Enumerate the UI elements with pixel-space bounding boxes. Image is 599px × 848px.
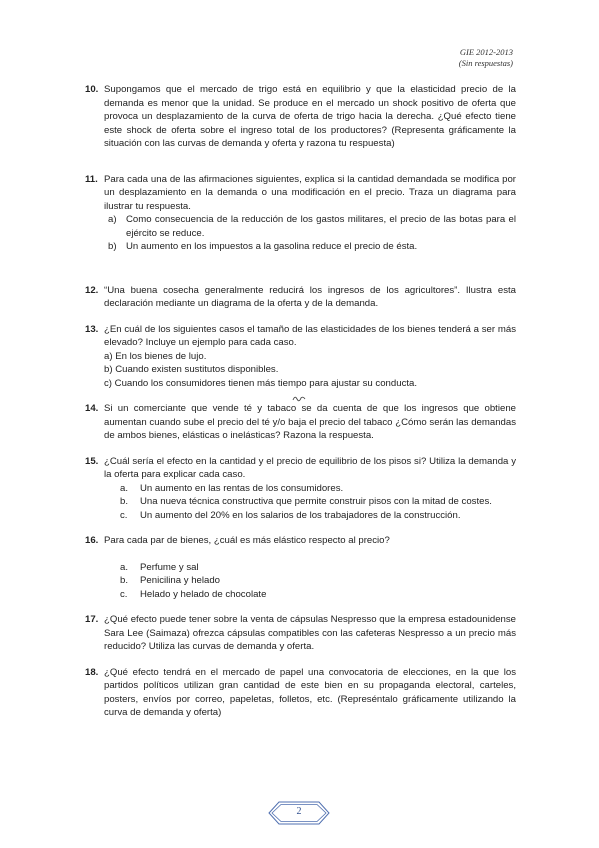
question-number: 10. — [85, 84, 99, 95]
page-number: 2 — [296, 806, 302, 817]
question-number: 15. — [85, 455, 99, 467]
list-item — [104, 561, 516, 575]
question-number: 18. — [85, 666, 99, 678]
list-item-label: a. — [120, 561, 129, 573]
list-item — [104, 213, 516, 240]
page-number-badge — [267, 800, 331, 826]
page-header — [459, 47, 513, 69]
question-number: 16. — [85, 535, 99, 546]
list-item-label: b. — [120, 496, 129, 507]
sub-item-list — [104, 213, 516, 254]
list-item-text: Una nueva técnica constructiva que permite construir pisos con la mitad de costes. — [140, 496, 492, 507]
question-18 — [85, 666, 516, 720]
list-item — [104, 509, 516, 523]
question-number: 17. — [85, 614, 99, 625]
sub-item-list — [104, 482, 516, 523]
sub-item-list — [104, 561, 516, 602]
blank-line — [104, 548, 516, 561]
question-17 — [85, 613, 516, 654]
question-text: ¿Qué efecto puede tener sobre la venta de cápsulas Nespresso que la empresa estadounidense Sara Lee (Saimaza) ofrezca cápsulas compatibles con las cafeteras Nespresso a un precio más reducido? Utiliza las curvas de demanda y oferta. — [104, 614, 516, 652]
question-number: 13. — [85, 323, 99, 335]
question-text: ¿Qué efecto tendrá en el mercado de papel una convocatoria de elecciones, en la que los partidos políticos utilizan gran cantidad de este bien en su propaganda electoral, carteles, posters, envíos por correo, papeletas, folletos, etc. (Represéntalo gráficamente utilizando la curva de demanda y oferta) — [104, 666, 516, 718]
list-item-text: Un aumento en las rentas de los consumidores. — [140, 482, 344, 494]
list-item — [104, 240, 516, 254]
list-item: a) En los bienes de lujo. — [104, 350, 207, 362]
list-item-text: Penicilina y helado — [140, 575, 221, 586]
question-12 — [85, 284, 516, 311]
list-item — [104, 482, 516, 496]
question-13 — [85, 323, 516, 391]
list-item-text: Como consecuencia de la reducción de los gastos militares, el precio de las botas para el ejército se reduce. — [126, 214, 516, 239]
question-text: Para cada una de las afirmaciones siguientes, explica si la cantidad demandada se modifica por un desplazamiento en la demanda o una modificación en el precio. Traza un diagrama para ilustrar tu respuesta. — [104, 173, 516, 212]
list-item — [104, 588, 516, 602]
question-11 — [85, 173, 516, 254]
question-text: Supongamos que el mercado de trigo está en equilibrio y que la elasticidad precio de la demanda es menor que la unidad. Se produce en el mercado un shock positivo de oferta que provoca un desplazamiento de la curva de oferta de trigo hacia la derecha. ¿Qué efecto tiene este shock de oferta sobre el ingreso total de los productores? (Representa gráficamente la situación con las curvas de demanda y oferta y razona tu respuesta) — [104, 84, 516, 149]
list-item-label: b) — [108, 241, 117, 252]
question-text: Para cada par de bienes, ¿cuál es más elástico respecto al precio? — [104, 535, 390, 546]
question-number: 12. — [85, 284, 99, 296]
list-item-label: b. — [120, 575, 129, 586]
list-item-text: Un aumento en los impuestos a la gasolina reduce el precio de ésta. — [126, 241, 418, 252]
list-item — [104, 495, 516, 509]
list-item-label: c. — [120, 509, 128, 521]
list-item-text: Un aumento del 20% en los salarios de los trabajadores de la construcción. — [140, 509, 461, 521]
list-item-label: a. — [120, 482, 129, 494]
question-14 — [85, 402, 516, 443]
list-item-text: Helado y helado de chocolate — [140, 588, 267, 600]
scribble-mark — [292, 394, 306, 404]
question-text: ¿En cuál de los siguientes casos el tamaño de las elasticidades de los bienes tenderá a ser más elevado? Incluye un ejemplo para cada caso. — [104, 323, 516, 348]
sub-item-list — [104, 350, 516, 391]
question-text: Si un comerciante que vende té y tabaco se da cuenta de que los ingresos que obtiene aumentan cuando sube el precio del té y/o baja el precio del tabaco ¿Cómo serán las demandas de ambos bienes, elásticas o inelásticas? Razona la respuesta. — [104, 403, 516, 441]
list-item — [104, 574, 516, 588]
question-list — [85, 83, 516, 732]
list-item-text: Perfume y sal — [140, 561, 199, 573]
list-item: b) Cuando existen sustitutos disponibles. — [104, 364, 279, 375]
question-text: “Una buena cosecha generalmente reducirá los ingresos de los agricultores”. Ilustra esta declaración mediante un diagrama de la oferta y de la demanda. — [104, 284, 516, 309]
question-number: 11. — [85, 173, 98, 185]
question-16 — [85, 534, 516, 601]
list-item-label: c. — [120, 588, 128, 600]
list-item: c) Cuando los consumidores tienen más tiempo para ajustar su conducta. — [104, 377, 418, 389]
question-text: ¿Cuál sería el efecto en la cantidad y el precio de equilibrio de los pisos si? Utiliza la demanda y la oferta para explicar cada caso. — [104, 455, 516, 480]
question-10 — [85, 83, 516, 151]
header-subtitle: (Sin respuestas) — [458, 58, 513, 68]
question-15 — [85, 455, 516, 523]
question-number: 14. — [85, 403, 99, 414]
list-item-label: a) — [108, 214, 117, 225]
header-course: GIE 2012-2013 — [459, 47, 513, 57]
